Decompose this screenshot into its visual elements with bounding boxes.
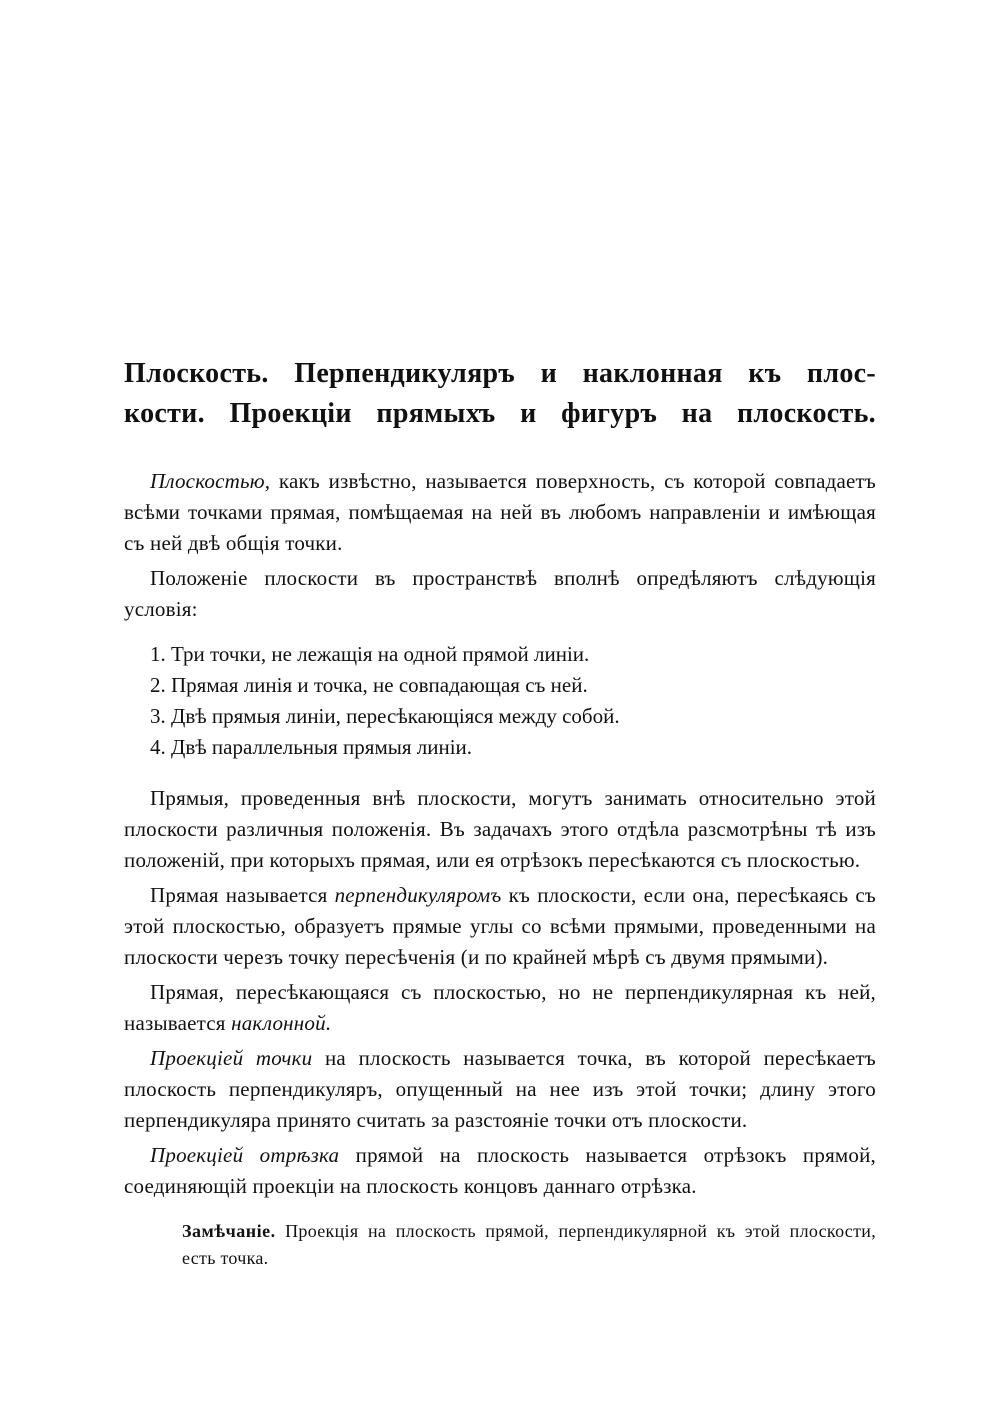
condition-item: 4. Двѣ параллельныя прямыя линіи.: [150, 735, 473, 759]
inclined-term: наклонной.: [231, 1011, 332, 1035]
intro-paragraph: [124, 466, 876, 559]
inclined-paragraph: [124, 977, 876, 1039]
segment-projection-text: прямой на плоскость называется отрѣзокъ прямой, соединяющій проекціи на плоскость концовъ даннаго отрѣзка.: [124, 1143, 877, 1198]
point-projection-text: на плоскость называется точка, въ которой пересѣкаетъ плоскость перпендикуляръ, опущенный на нее изъ этой точки; длину этого перпендикуляра принято считать за разстояніе точки отъ плоскости.: [124, 1046, 876, 1132]
perpendicular-before: Прямая называется: [150, 883, 335, 907]
positions-paragraph: Прямыя, проведенныя внѣ плоскости, могутъ занимать относительно этой плоскости различныя положенія. Въ задачахъ этого отдѣла разсмотрѣны тѣ изъ положеній, при которыхъ прямая, или ея отрѣзокъ пересѣкаются съ плоскостью.: [124, 786, 876, 872]
condition-item: 3. Двѣ прямыя линіи, пересѣкающіяся между собой.: [150, 704, 620, 728]
inclined-before: Прямая, пересѣкающаяся съ плоскостью, но не перпендикулярная къ ней, называется: [124, 980, 876, 1035]
condition-item: 2. Прямая линія и точка, не совпадающая съ ней.: [150, 673, 588, 697]
remark-text: Проекція на плоскость прямой, перпендикулярной къ этой плоскости, есть точка.: [182, 1221, 876, 1268]
remark-note: [124, 1218, 876, 1272]
section-title: [124, 354, 876, 434]
intro-text: какъ извѣстно, называется поверхность, съ которой совпадаетъ всѣми точками прямая, помѣщаемая на ней въ любомъ направленіи и имѣющая съ ней двѣ общія точки.: [124, 469, 876, 555]
segment-projection-term: Проекціей отрѣзка: [150, 1143, 340, 1167]
conditions-intro-paragraph: Положеніе плоскости въ пространствѣ вполнѣ опредѣляютъ слѣдующія условія:: [124, 566, 876, 621]
section-title-line-2: кости. Проекціи прямыхъ и фигуръ на плоскость.: [124, 398, 876, 429]
intro-term: Плоскостью,: [150, 469, 271, 493]
point-projection-term: Проекціей точки: [150, 1046, 313, 1070]
section-title-line-1: Плоскость. Перпендикуляръ и наклонная къ плос-: [124, 358, 876, 389]
segment-projection-paragraph: [124, 1140, 876, 1202]
perpendicular-after: къ плоскости, если она, пересѣкаясь съ этой плоскостью, образуетъ прямые углы со всѣми прямыми, проведенными на плоскости черезъ точку пересѣченія (и по крайней мѣрѣ съ двумя прямыми).: [124, 883, 876, 969]
condition-item: 1. Три точки, не лежащія на одной прямой линіи.: [150, 642, 590, 666]
perpendicular-paragraph: [124, 880, 876, 973]
perpendicular-term: перпендикуляромъ: [334, 883, 502, 907]
page-body: [124, 354, 876, 1272]
remark-heading: Замѣчаніе.: [182, 1221, 276, 1241]
conditions-list: [124, 639, 876, 763]
point-projection-paragraph: [124, 1043, 876, 1136]
